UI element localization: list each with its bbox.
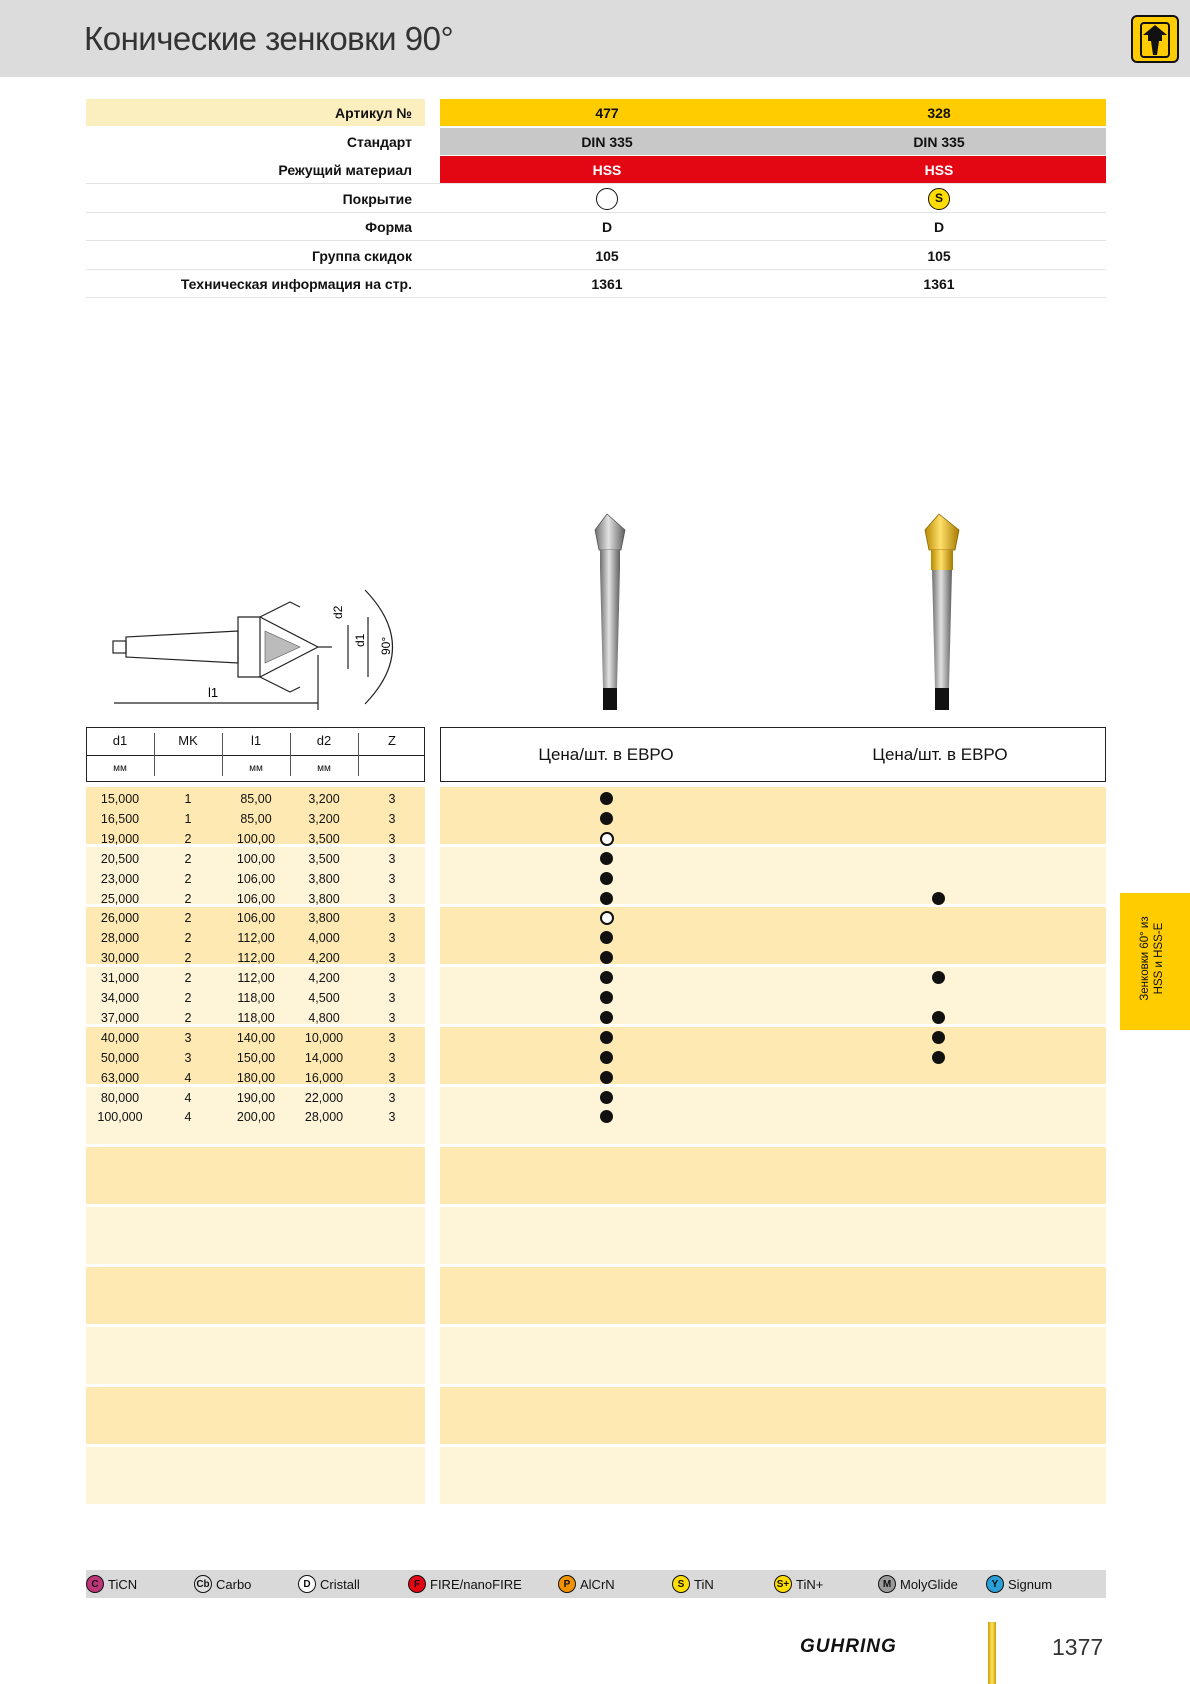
cell-z: 3 (388, 911, 396, 926)
coating-badge-icon: F (408, 1575, 426, 1593)
standard-value: DIN 335 (913, 134, 965, 150)
price-header-477: Цена/шт. в ЕВРО (538, 745, 674, 764)
cell-d2: 3,800 (308, 871, 340, 886)
availability-dot-icon (600, 812, 613, 825)
availability-dot-icon (600, 1031, 613, 1044)
divider (86, 183, 1106, 184)
legend-label: Cristall (320, 1576, 360, 1592)
section-side-tab[interactable] (1120, 893, 1190, 1030)
coating-badge-icon: Y (986, 1575, 1004, 1593)
unit-d2: мм (317, 763, 331, 774)
spec-label-techinfo: Техническая информация на стр. (180, 276, 412, 292)
cell-d1: 23,000 (100, 871, 140, 886)
cell-z: 3 (388, 1090, 396, 1105)
legend-item (878, 1575, 958, 1593)
cell-z: 3 (388, 831, 396, 846)
table-row (0, 1088, 1190, 1108)
techinfo-value: 1361 (591, 276, 623, 292)
cell-mk: 1 (184, 792, 192, 806)
legend-label: FIRE/nanoFIRE (430, 1576, 522, 1592)
cell-mk: 2 (184, 951, 192, 966)
empty-circle-icon (596, 188, 618, 210)
availability-dot-icon (600, 991, 613, 1004)
cell-d1: 30,000 (100, 951, 140, 966)
cell-z: 3 (388, 1050, 396, 1065)
cell-l1: 190,00 (236, 1090, 276, 1105)
cell-mk: 2 (184, 971, 192, 986)
table-row (0, 869, 1190, 889)
availability-ring-icon (600, 911, 614, 925)
unit-d1: мм (113, 763, 127, 774)
cell-z: 3 (388, 1070, 396, 1085)
col-header-l1: l1 (250, 733, 262, 748)
coating-legend (86, 1570, 1106, 1598)
cell-z: 3 (388, 792, 396, 806)
row-band (440, 1147, 1106, 1204)
footer-accent-bar (988, 1622, 996, 1684)
coating-badge-icon: S (672, 1575, 690, 1593)
availability-dot-icon (932, 1031, 945, 1044)
cell-z: 3 (388, 931, 396, 946)
cell-mk: 4 (184, 1070, 192, 1085)
cell-d2: 3,800 (308, 891, 340, 906)
l1-label: l1 (208, 685, 219, 700)
availability-dot-icon (600, 931, 613, 944)
cell-d2: 4,800 (308, 1010, 340, 1025)
cell-l1: 118,00 (237, 991, 275, 1005)
table-row (0, 1008, 1190, 1028)
cell-d2: 4,000 (308, 931, 340, 946)
cell-d1: 80,000 (100, 1090, 140, 1105)
d2-label: d2 (331, 605, 345, 619)
availability-dot-icon (600, 1051, 613, 1064)
divider (86, 240, 1106, 241)
col-header-d1: d1 (112, 733, 128, 748)
divider (358, 733, 359, 776)
material-value: HSS (592, 162, 622, 178)
cell-l1: 112,00 (237, 931, 275, 946)
col-header-mk: MK (178, 733, 198, 748)
cell-d2: 3,800 (308, 911, 340, 926)
discount-value: 105 (927, 248, 951, 264)
legend-item (774, 1575, 823, 1593)
unit-l1: мм (249, 763, 263, 774)
cell-mk: 3 (184, 1050, 192, 1065)
cell-d1: 40,000 (100, 1030, 140, 1045)
legend-label: TiN+ (796, 1576, 824, 1592)
table-row (0, 908, 1190, 928)
legend-item (558, 1575, 615, 1593)
row-band (86, 1207, 425, 1264)
row-band (440, 1207, 1106, 1264)
cell-z: 3 (388, 1110, 396, 1125)
spec-label-coating: Покрытие (342, 191, 412, 207)
cell-mk: 2 (184, 1010, 192, 1025)
spec-label-standard: Стандарт (346, 134, 412, 150)
cell-d1: 15,000 (100, 792, 140, 806)
cell-l1: 150,00 (236, 1050, 276, 1065)
price-header-328: Цена/шт. в ЕВРО (872, 745, 1008, 764)
table-row (0, 1107, 1190, 1127)
table-row (0, 1048, 1190, 1068)
availability-dot-icon (600, 892, 613, 905)
cell-mk: 2 (184, 991, 192, 1005)
article-number: 328 (927, 105, 951, 121)
row-band (86, 1387, 425, 1444)
cell-l1: 106,00 (236, 891, 276, 906)
cell-z: 3 (388, 891, 396, 906)
material-value: HSS (924, 162, 954, 178)
table-row (0, 928, 1190, 948)
cell-z: 3 (388, 871, 396, 886)
d1-label: d1 (353, 633, 367, 647)
countersink-pictogram-icon (1131, 15, 1179, 63)
row-band (440, 1447, 1106, 1504)
cell-d1: 100,000 (97, 1110, 143, 1125)
cell-mk: 2 (184, 911, 192, 926)
cell-d1: 16,500 (100, 811, 140, 826)
row-band (86, 1147, 425, 1204)
cell-l1: 112,00 (237, 971, 275, 986)
cell-d2: 3,500 (308, 851, 340, 866)
availability-dot-icon (600, 1071, 613, 1084)
cell-d2: 4,500 (308, 991, 340, 1005)
coating-badge-icon: S+ (774, 1575, 792, 1593)
techinfo-value: 1361 (923, 276, 955, 292)
table-row (0, 988, 1190, 1008)
table-row (0, 849, 1190, 869)
availability-dot-icon (600, 872, 613, 885)
availability-dot-icon (600, 1110, 613, 1123)
product-image-328 (917, 510, 967, 715)
legend-label: Carbo (216, 1576, 252, 1592)
cell-z: 3 (388, 851, 396, 866)
cell-d1: 19,000 (100, 831, 140, 846)
table-row (0, 789, 1190, 809)
legend-label: Signum (1008, 1576, 1053, 1592)
cell-mk: 1 (184, 811, 192, 826)
legend-item (986, 1575, 1052, 1593)
spec-label-article: Артикул № (335, 105, 412, 121)
spec-label-material: Режущий материал (278, 162, 412, 178)
cell-d1: 25,000 (100, 891, 140, 906)
form-value: D (933, 219, 945, 235)
cell-d2: 14,000 (304, 1050, 344, 1065)
cell-l1: 112,00 (237, 951, 275, 966)
table-row (0, 889, 1190, 909)
coating-badge-icon: P (558, 1575, 576, 1593)
cell-d2: 16,000 (304, 1070, 344, 1085)
cell-z: 3 (388, 951, 396, 966)
cell-d2: 10,000 (304, 1030, 344, 1045)
cell-d1: 26,000 (100, 911, 140, 926)
spec-label-form: Форма (365, 219, 412, 235)
technical-drawing (100, 585, 420, 715)
cell-l1: 100,00 (236, 851, 276, 866)
cell-l1: 106,00 (236, 911, 276, 926)
cell-d2: 22,000 (304, 1090, 344, 1105)
cell-l1: 200,00 (236, 1110, 276, 1125)
availability-dot-icon (600, 792, 613, 805)
cell-z: 3 (388, 971, 396, 986)
cell-l1: 100,00 (236, 831, 276, 846)
coating-badge-icon: D (298, 1575, 316, 1593)
divider (86, 269, 1106, 270)
page-number: 1377 (1052, 1634, 1104, 1660)
cell-d1: 28,000 (100, 931, 140, 946)
table-row (0, 1068, 1190, 1088)
cell-d2: 28,000 (304, 1110, 344, 1125)
legend-label: TiCN (108, 1576, 138, 1592)
side-tab-line1: Зенковки 60° из (1139, 916, 1151, 1001)
product-image-477 (585, 510, 635, 715)
legend-item (672, 1575, 714, 1593)
page-title: Конические зенковки 90° (84, 20, 454, 57)
cell-d1: 31,000 (100, 971, 140, 986)
divider (86, 755, 425, 756)
col-header-d2: d2 (316, 733, 332, 748)
row-band (86, 1267, 425, 1324)
cell-d1: 20,500 (100, 851, 140, 866)
tin-coating-icon: S (928, 188, 950, 210)
cell-d2: 3,500 (308, 831, 340, 846)
cell-mk: 2 (184, 931, 192, 946)
cell-mk: 2 (184, 891, 192, 906)
availability-dot-icon (600, 852, 613, 865)
row-band (86, 1447, 425, 1504)
cell-l1: 85,00 (240, 811, 272, 826)
coating-badge-icon: Cb (194, 1575, 212, 1593)
row-band (440, 1387, 1106, 1444)
table-row (0, 809, 1190, 829)
availability-dot-icon (932, 971, 945, 984)
table-row (0, 1028, 1190, 1048)
cell-d2: 3,200 (308, 811, 340, 826)
availability-dot-icon (600, 971, 613, 984)
legend-item (408, 1575, 522, 1593)
form-value: D (601, 219, 613, 235)
table-row (0, 829, 1190, 849)
availability-ring-icon (600, 832, 614, 846)
cell-z: 3 (388, 811, 396, 826)
cell-z: 3 (388, 991, 396, 1005)
cell-d1: 34,000 (100, 991, 140, 1005)
row-band (440, 1267, 1106, 1324)
availability-dot-icon (600, 1091, 613, 1104)
coating-badge-icon: M (878, 1575, 896, 1593)
availability-dot-icon (932, 892, 945, 905)
row-band (440, 1327, 1106, 1384)
divider (222, 733, 223, 776)
cell-d2: 4,200 (308, 951, 340, 966)
divider (86, 297, 1106, 298)
cell-l1: 106,00 (236, 871, 276, 886)
divider (290, 733, 291, 776)
coating-badge-icon: C (86, 1575, 104, 1593)
availability-dot-icon (932, 1011, 945, 1024)
divider (154, 733, 155, 776)
cell-z: 3 (388, 1010, 396, 1025)
divider (86, 212, 1106, 213)
availability-dot-icon (932, 1051, 945, 1064)
cell-l1: 118,00 (237, 1010, 275, 1025)
side-tab-line2: HSS и HSS-E (1153, 922, 1165, 995)
standard-value: DIN 335 (581, 134, 633, 150)
cell-d2: 3,200 (308, 792, 340, 806)
legend-label: MolyGlide (900, 1576, 958, 1592)
cell-l1: 140,00 (236, 1030, 276, 1045)
cell-z: 3 (388, 1030, 396, 1045)
legend-label: TiN (694, 1576, 714, 1592)
legend-item (194, 1575, 251, 1593)
cell-d1: 50,000 (100, 1050, 140, 1065)
angle-label: 90° (379, 636, 393, 655)
article-number: 477 (595, 105, 619, 121)
cell-l1: 180,00 (236, 1070, 276, 1085)
col-header-z: Z (388, 733, 396, 748)
row-band (86, 1327, 425, 1384)
availability-dot-icon (600, 1011, 613, 1024)
cell-d1: 63,000 (100, 1070, 140, 1085)
cell-d1: 37,000 (100, 1010, 140, 1025)
cell-mk: 3 (184, 1030, 192, 1045)
cell-d2: 4,200 (308, 971, 340, 986)
table-row (0, 968, 1190, 988)
legend-item (86, 1575, 137, 1593)
brand-logo: GUHRING (800, 1636, 897, 1657)
spec-label-discount: Группа скидок (312, 248, 412, 264)
discount-value: 105 (595, 248, 619, 264)
cell-l1: 85,00 (240, 792, 272, 806)
cell-mk: 4 (184, 1090, 192, 1105)
legend-item (298, 1575, 360, 1593)
table-row (0, 948, 1190, 968)
cell-mk: 2 (184, 871, 192, 886)
cell-mk: 2 (184, 831, 192, 846)
cell-mk: 2 (184, 851, 192, 866)
cell-mk: 4 (184, 1110, 192, 1125)
legend-label: AlCrN (580, 1576, 615, 1592)
availability-dot-icon (600, 951, 613, 964)
